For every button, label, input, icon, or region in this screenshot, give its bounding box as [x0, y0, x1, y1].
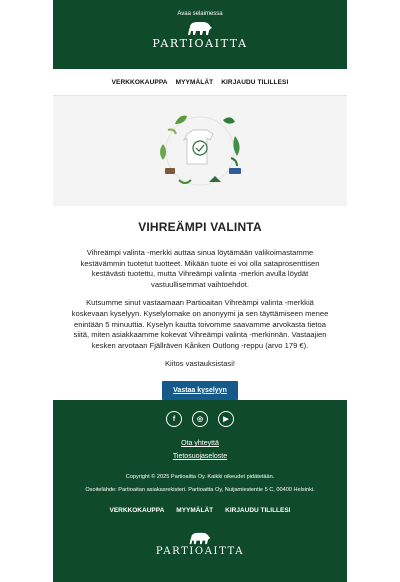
footer-nav-kirjaudu[interactable]: KIRJAUDU TILILLESI [225, 507, 291, 514]
address-source-text: Osoitelähde: Partioaitan asiakasrekisteri. Partioaitta Oy, Nuijamiestentie 5 C, 00400 Helsinki. [85, 487, 315, 493]
youtube-icon[interactable]: ▶ [218, 411, 234, 427]
article-paragraph-1: Vihreämpi valinta -merkki auttaa sinua löytämään valikoimastamme kestävämmin tuotetut tuotteet. Mikään tuote ei voi olla sataprosenttisen kestävästi tuotettu, mutta Vihreämpi valinta -merkin avulla löydät vastuullisemmat vaihtoehdot. [80, 248, 320, 289]
logo-wordmark: PARTIOAITTA [152, 37, 248, 50]
footer-nav [53, 507, 347, 514]
footer-nav-myymalat[interactable]: MYYMÄLÄT [176, 507, 214, 514]
right-margin [347, 0, 400, 582]
email-footer [53, 400, 347, 582]
article [53, 220, 347, 400]
green-choice-illustration [53, 96, 347, 206]
nav-myymalat[interactable]: MYYMÄLÄT [175, 78, 214, 86]
article-paragraph-3: Kiitos vastauksistasi! [164, 359, 236, 369]
privacy-link[interactable]: Tietosuojaseloste [172, 453, 228, 460]
footer-logo[interactable] [53, 532, 347, 557]
nav-kirjaudu[interactable]: KIRJAUDU TILILLESI [221, 78, 289, 86]
open-in-browser-link[interactable]: Avaa selaimessa [177, 11, 223, 17]
left-margin [0, 0, 53, 582]
hero-banner[interactable] [53, 95, 347, 206]
contact-link[interactable]: Ota yhteyttä [181, 440, 219, 447]
footer-logo-wordmark: PARTIOAITTA [155, 546, 245, 557]
footer-nav-verkkokauppa[interactable]: VERKKOKAUPPA [109, 507, 165, 514]
top-nav [53, 69, 347, 95]
social-links [53, 400, 347, 427]
instagram-icon[interactable]: ◎ [192, 411, 208, 427]
bear-logo-icon [188, 532, 212, 545]
survey-button[interactable]: Vastaa kyselyyn [162, 381, 238, 400]
email-column [53, 0, 347, 582]
nav-verkkokauppa[interactable]: VERKKOKAUPPA [111, 78, 168, 86]
bear-logo-icon[interactable] [187, 21, 213, 36]
facebook-icon[interactable]: f [166, 411, 182, 427]
article-title: VIHREÄMPI VALINTA [138, 220, 262, 234]
article-paragraph-2: Kutsumme sinut vastaamaan Partioaitan Vihreämpi valinta -merkkiä koskevaan kyselyyn. Kyselylomake on anonyymi ja sen täyttämiseen menee enintään 5 minuuttia. Kyselyn kautta toivomme saavamme arvokasta tietoa siitä, miten asiakkaamme kokevat Vihreämpi valinta -merkinnän. Vastaajien kesken arvotaan Fjällräven Kånken Outlong -reppu (arvo 179 €). [71, 298, 329, 350]
copyright-text: Copyright © 2025 Partioaitta Oy. Kaikki oikeudet pidätetään. [125, 474, 275, 480]
email-header [53, 0, 347, 69]
